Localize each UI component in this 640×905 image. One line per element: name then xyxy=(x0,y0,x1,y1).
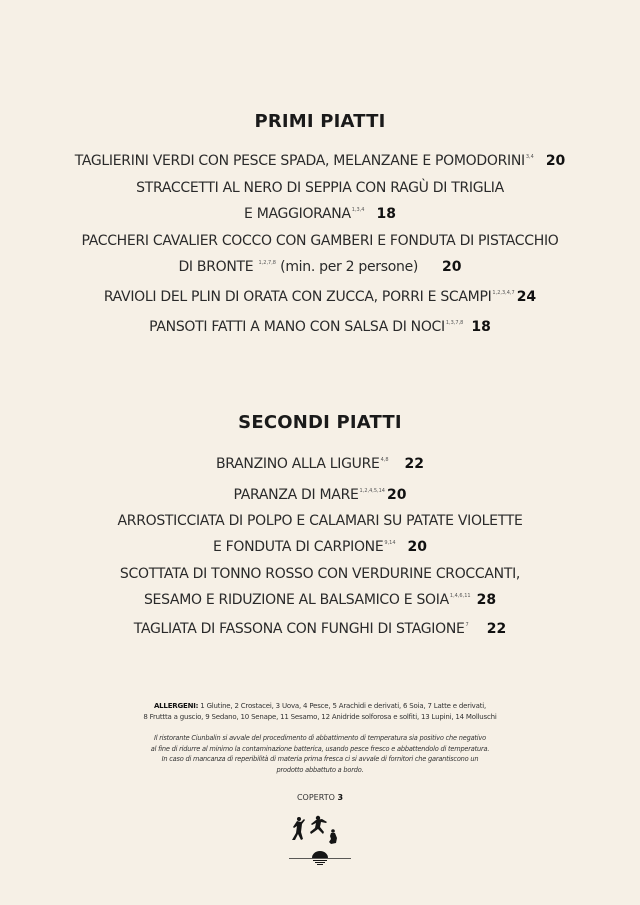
dish-name-cont: E MAGGIORANA xyxy=(244,206,351,222)
section-title-primi: PRIMI PIATTI xyxy=(254,111,386,132)
allergen-codes: 9,14 xyxy=(384,540,396,546)
dish-price: 20 xyxy=(442,259,462,275)
dish-name: PARANZA DI MARE xyxy=(233,487,359,503)
dish-name: RAVIOLI DEL PLIN DI ORATA CON ZUCCA, PORRI E SCAMPI xyxy=(103,289,492,305)
dish-name: STRACCETTI AL NERO DI SEPPIA CON RAGÙ DI TRIGLIA xyxy=(136,180,504,196)
disclaimer xyxy=(0,733,640,775)
section-title-secondi: SECONDI PIATTI xyxy=(238,412,402,433)
dish-name-cont: SESAMO E RIDUZIONE AL BALSAMICO E SOIA xyxy=(143,592,449,608)
coperto-label: COPERTO xyxy=(296,793,335,802)
dish-ravioli xyxy=(0,282,640,308)
coperto xyxy=(0,793,640,802)
dish-name-cont: E FONDUTA DI CARPIONE xyxy=(212,539,384,555)
allergens-label: ALLERGENI: xyxy=(153,702,199,710)
allergen-codes: 1,3,4 xyxy=(351,207,365,213)
dish-name: TAGLIERINI VERDI CON PESCE SPADA, MELANZANE E POMODORINI xyxy=(74,153,525,169)
dish-price: 22 xyxy=(404,456,425,472)
dish-straccetti xyxy=(0,177,640,225)
dish-taglierini xyxy=(0,146,640,172)
dish-price: 18 xyxy=(471,319,491,335)
disclaimer-line: prodotto abbattuto a bordo. xyxy=(276,765,364,774)
allergen-codes: 1,3,7,8 xyxy=(445,320,464,326)
allergens-line: 8 Fruttta a guscio, 9 Sedano, 10 Senape, 11 Sesamo, 12 Anidride solforosa e solfiti, 13 Lupini, 14 Molluschi xyxy=(143,713,497,721)
allergen-codes: 7 xyxy=(465,622,469,628)
dish-arrosticciata xyxy=(0,510,640,558)
allergen-codes: 3,4 xyxy=(525,154,534,160)
allergen-codes: 1,2,3,4,7 xyxy=(492,290,515,296)
dish-name: PACCHERI CAVALIER COCCO CON GAMBERI E FONDUTA DI PISTACCHIO xyxy=(81,233,559,249)
jumping-figures-sunset-logo-icon xyxy=(285,815,355,870)
dish-note: (min. per 2 persone) xyxy=(280,259,419,275)
dish-price: 24 xyxy=(516,289,537,305)
dish-price: 20 xyxy=(545,153,566,169)
allergen-codes: 1,4,6,11 xyxy=(449,593,471,599)
dish-price: 18 xyxy=(376,206,396,222)
dish-name: PANSOTI FATTI A MANO CON SALSA DI NOCI xyxy=(149,319,445,335)
dish-paccheri xyxy=(0,230,640,278)
dish-tagliata xyxy=(0,614,640,640)
dish-branzino xyxy=(0,449,640,475)
allergens-legend xyxy=(0,701,640,723)
dish-price: 22 xyxy=(486,621,507,637)
dish-scottata xyxy=(0,563,640,611)
allergen-codes: 4,8 xyxy=(380,457,389,463)
disclaimer-line: Il ristorante Ciunbalin si avvale del procedimento di abbattimento di temperatura sia positivo che negativo xyxy=(154,734,486,742)
disclaimer-line: al fine di ridurre al minimo la contaminazione batterica, usando pesce fresco e abbattendolo di temperatura. xyxy=(150,744,490,753)
coperto-price: 3 xyxy=(337,793,344,802)
dish-price: 20 xyxy=(387,487,407,503)
dish-name: TAGLIATA DI FASSONA CON FUNGHI DI STAGIONE xyxy=(133,621,465,637)
dish-name: BRANZINO ALLA LIGURE xyxy=(215,456,380,472)
dish-name: ARROSTICCIATA DI POLPO E CALAMARI SU PATATE VIOLETTE xyxy=(117,513,523,529)
allergens-line: 1 Glutine, 2 Crostacei, 3 Uova, 4 Pesce, 5 Arachidi e derivati, 6 Soia, 7 Latte e derivati, xyxy=(200,702,487,710)
dish-paranza xyxy=(0,480,640,506)
dish-name-cont: DI BRONTE xyxy=(178,259,254,275)
allergen-codes: 1,2,4,5,14 xyxy=(359,488,385,494)
disclaimer-line: In caso di mancanza di reperibilità di materia prima fresca ci si avvale di fornitori che garantiscono un xyxy=(161,755,479,763)
allergen-codes: 1,2,7,8 xyxy=(258,260,276,266)
dish-name: SCOTTATA DI TONNO ROSSO CON VERDURINE CROCCANTI, xyxy=(119,566,521,582)
dish-price: 28 xyxy=(476,592,497,608)
dish-price: 20 xyxy=(407,539,428,555)
dish-pansoti xyxy=(0,312,640,338)
